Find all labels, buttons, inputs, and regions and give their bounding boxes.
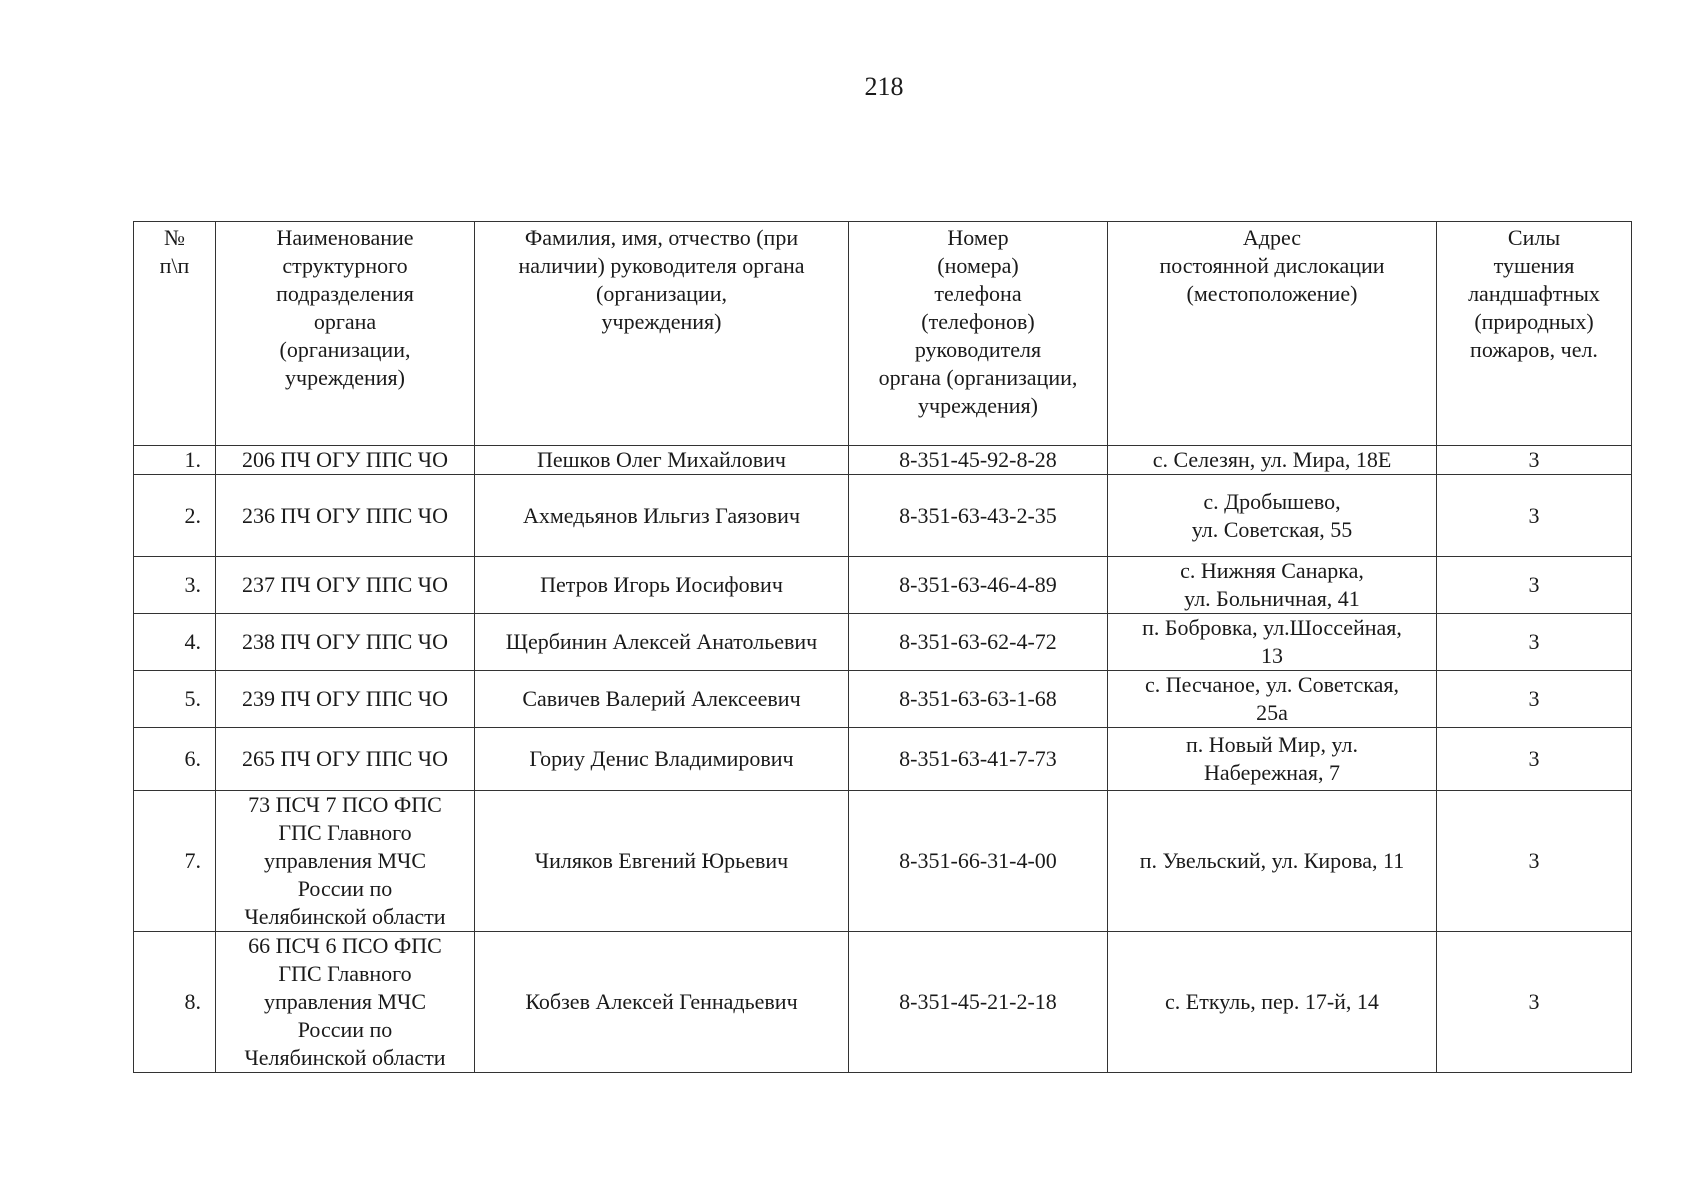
row-unit-name: 238 ПЧ ОГУ ППС ЧО <box>216 614 475 671</box>
row-address: с. Песчаное, ул. Советская, 25а <box>1108 671 1437 728</box>
row-number: 5. <box>134 671 216 728</box>
row-forces: 3 <box>1437 614 1632 671</box>
header-address: Адрес постоянной дислокации (местоположение) <box>1108 222 1437 446</box>
row-address: с. Еткуль, пер. 17-й, 14 <box>1108 932 1437 1073</box>
row-phone: 8-351-63-46-4-89 <box>849 557 1108 614</box>
row-address: с. Нижняя Санарка, ул. Больничная, 41 <box>1108 557 1437 614</box>
row-head-name: Ахмедьянов Ильгиз Гаязович <box>475 475 849 557</box>
row-phone: 8-351-63-62-4-72 <box>849 614 1108 671</box>
page-number: 218 <box>864 72 904 101</box>
row-forces: 3 <box>1437 791 1632 932</box>
table-row <box>134 671 1632 728</box>
row-number: 6. <box>134 728 216 791</box>
header-unit-name: Наименование структурного подразделения органа (организации, учреждения) <box>216 222 475 446</box>
row-phone: 8-351-66-31-4-00 <box>849 791 1108 932</box>
table-row <box>134 932 1632 1073</box>
row-number: 2. <box>134 475 216 557</box>
table-header-row <box>134 222 1632 446</box>
row-address: п. Бобровка, ул.Шоссейная, 13 <box>1108 614 1437 671</box>
row-unit-name: 265 ПЧ ОГУ ППС ЧО <box>216 728 475 791</box>
fire-units-table <box>133 221 1632 1073</box>
row-phone: 8-351-45-92-8-28 <box>849 446 1108 475</box>
header-head-name: Фамилия, имя, отчество (при наличии) руководителя органа (организации, учреждения) <box>475 222 849 446</box>
row-address: с. Селезян, ул. Мира, 18Е <box>1108 446 1437 475</box>
table-row <box>134 728 1632 791</box>
row-phone: 8-351-63-43-2-35 <box>849 475 1108 557</box>
row-phone: 8-351-63-63-1-68 <box>849 671 1108 728</box>
row-number: 4. <box>134 614 216 671</box>
row-forces: 3 <box>1437 475 1632 557</box>
row-unit-name: 239 ПЧ ОГУ ППС ЧО <box>216 671 475 728</box>
row-forces: 3 <box>1437 671 1632 728</box>
table-row <box>134 614 1632 671</box>
table-row <box>134 446 1632 475</box>
row-unit-name: 237 ПЧ ОГУ ППС ЧО <box>216 557 475 614</box>
row-number: 7. <box>134 791 216 932</box>
row-unit-name: 206 ПЧ ОГУ ППС ЧО <box>216 446 475 475</box>
row-address: п. Увельский, ул. Кирова, 11 <box>1108 791 1437 932</box>
table-row <box>134 557 1632 614</box>
row-unit-name: 66 ПСЧ 6 ПСО ФПС ГПС Главного управления МЧС России по Челябинской области <box>216 932 475 1073</box>
row-head-name: Пешков Олег Михайлович <box>475 446 849 475</box>
table-row <box>134 791 1632 932</box>
header-forces: Силы тушения ландшафтных (природных) пожаров, чел. <box>1437 222 1632 446</box>
table-row <box>134 475 1632 557</box>
row-forces: 3 <box>1437 728 1632 791</box>
row-forces: 3 <box>1437 932 1632 1073</box>
row-head-name: Гориу Денис Владимирович <box>475 728 849 791</box>
row-head-name: Петров Игорь Иосифович <box>475 557 849 614</box>
row-head-name: Чиляков Евгений Юрьевич <box>475 791 849 932</box>
row-forces: 3 <box>1437 557 1632 614</box>
row-phone: 8-351-63-41-7-73 <box>849 728 1108 791</box>
row-head-name: Савичев Валерий Алексеевич <box>475 671 849 728</box>
row-number: 1. <box>134 446 216 475</box>
row-address: с. Дробышево, ул. Советская, 55 <box>1108 475 1437 557</box>
row-forces: 3 <box>1437 446 1632 475</box>
row-unit-name: 236 ПЧ ОГУ ППС ЧО <box>216 475 475 557</box>
row-address: п. Новый Мир, ул. Набережная, 7 <box>1108 728 1437 791</box>
row-unit-name: 73 ПСЧ 7 ПСО ФПС ГПС Главного управления МЧС России по Челябинской области <box>216 791 475 932</box>
row-phone: 8-351-45-21-2-18 <box>849 932 1108 1073</box>
row-number: 3. <box>134 557 216 614</box>
header-number: № п\п <box>134 222 216 446</box>
row-number: 8. <box>134 932 216 1073</box>
row-head-name: Щербинин Алексей Анатольевич <box>475 614 849 671</box>
row-head-name: Кобзев Алексей Геннадьевич <box>475 932 849 1073</box>
header-phone: Номер (номера) телефона (телефонов) руководителя органа (организации, учреждения) <box>849 222 1108 446</box>
